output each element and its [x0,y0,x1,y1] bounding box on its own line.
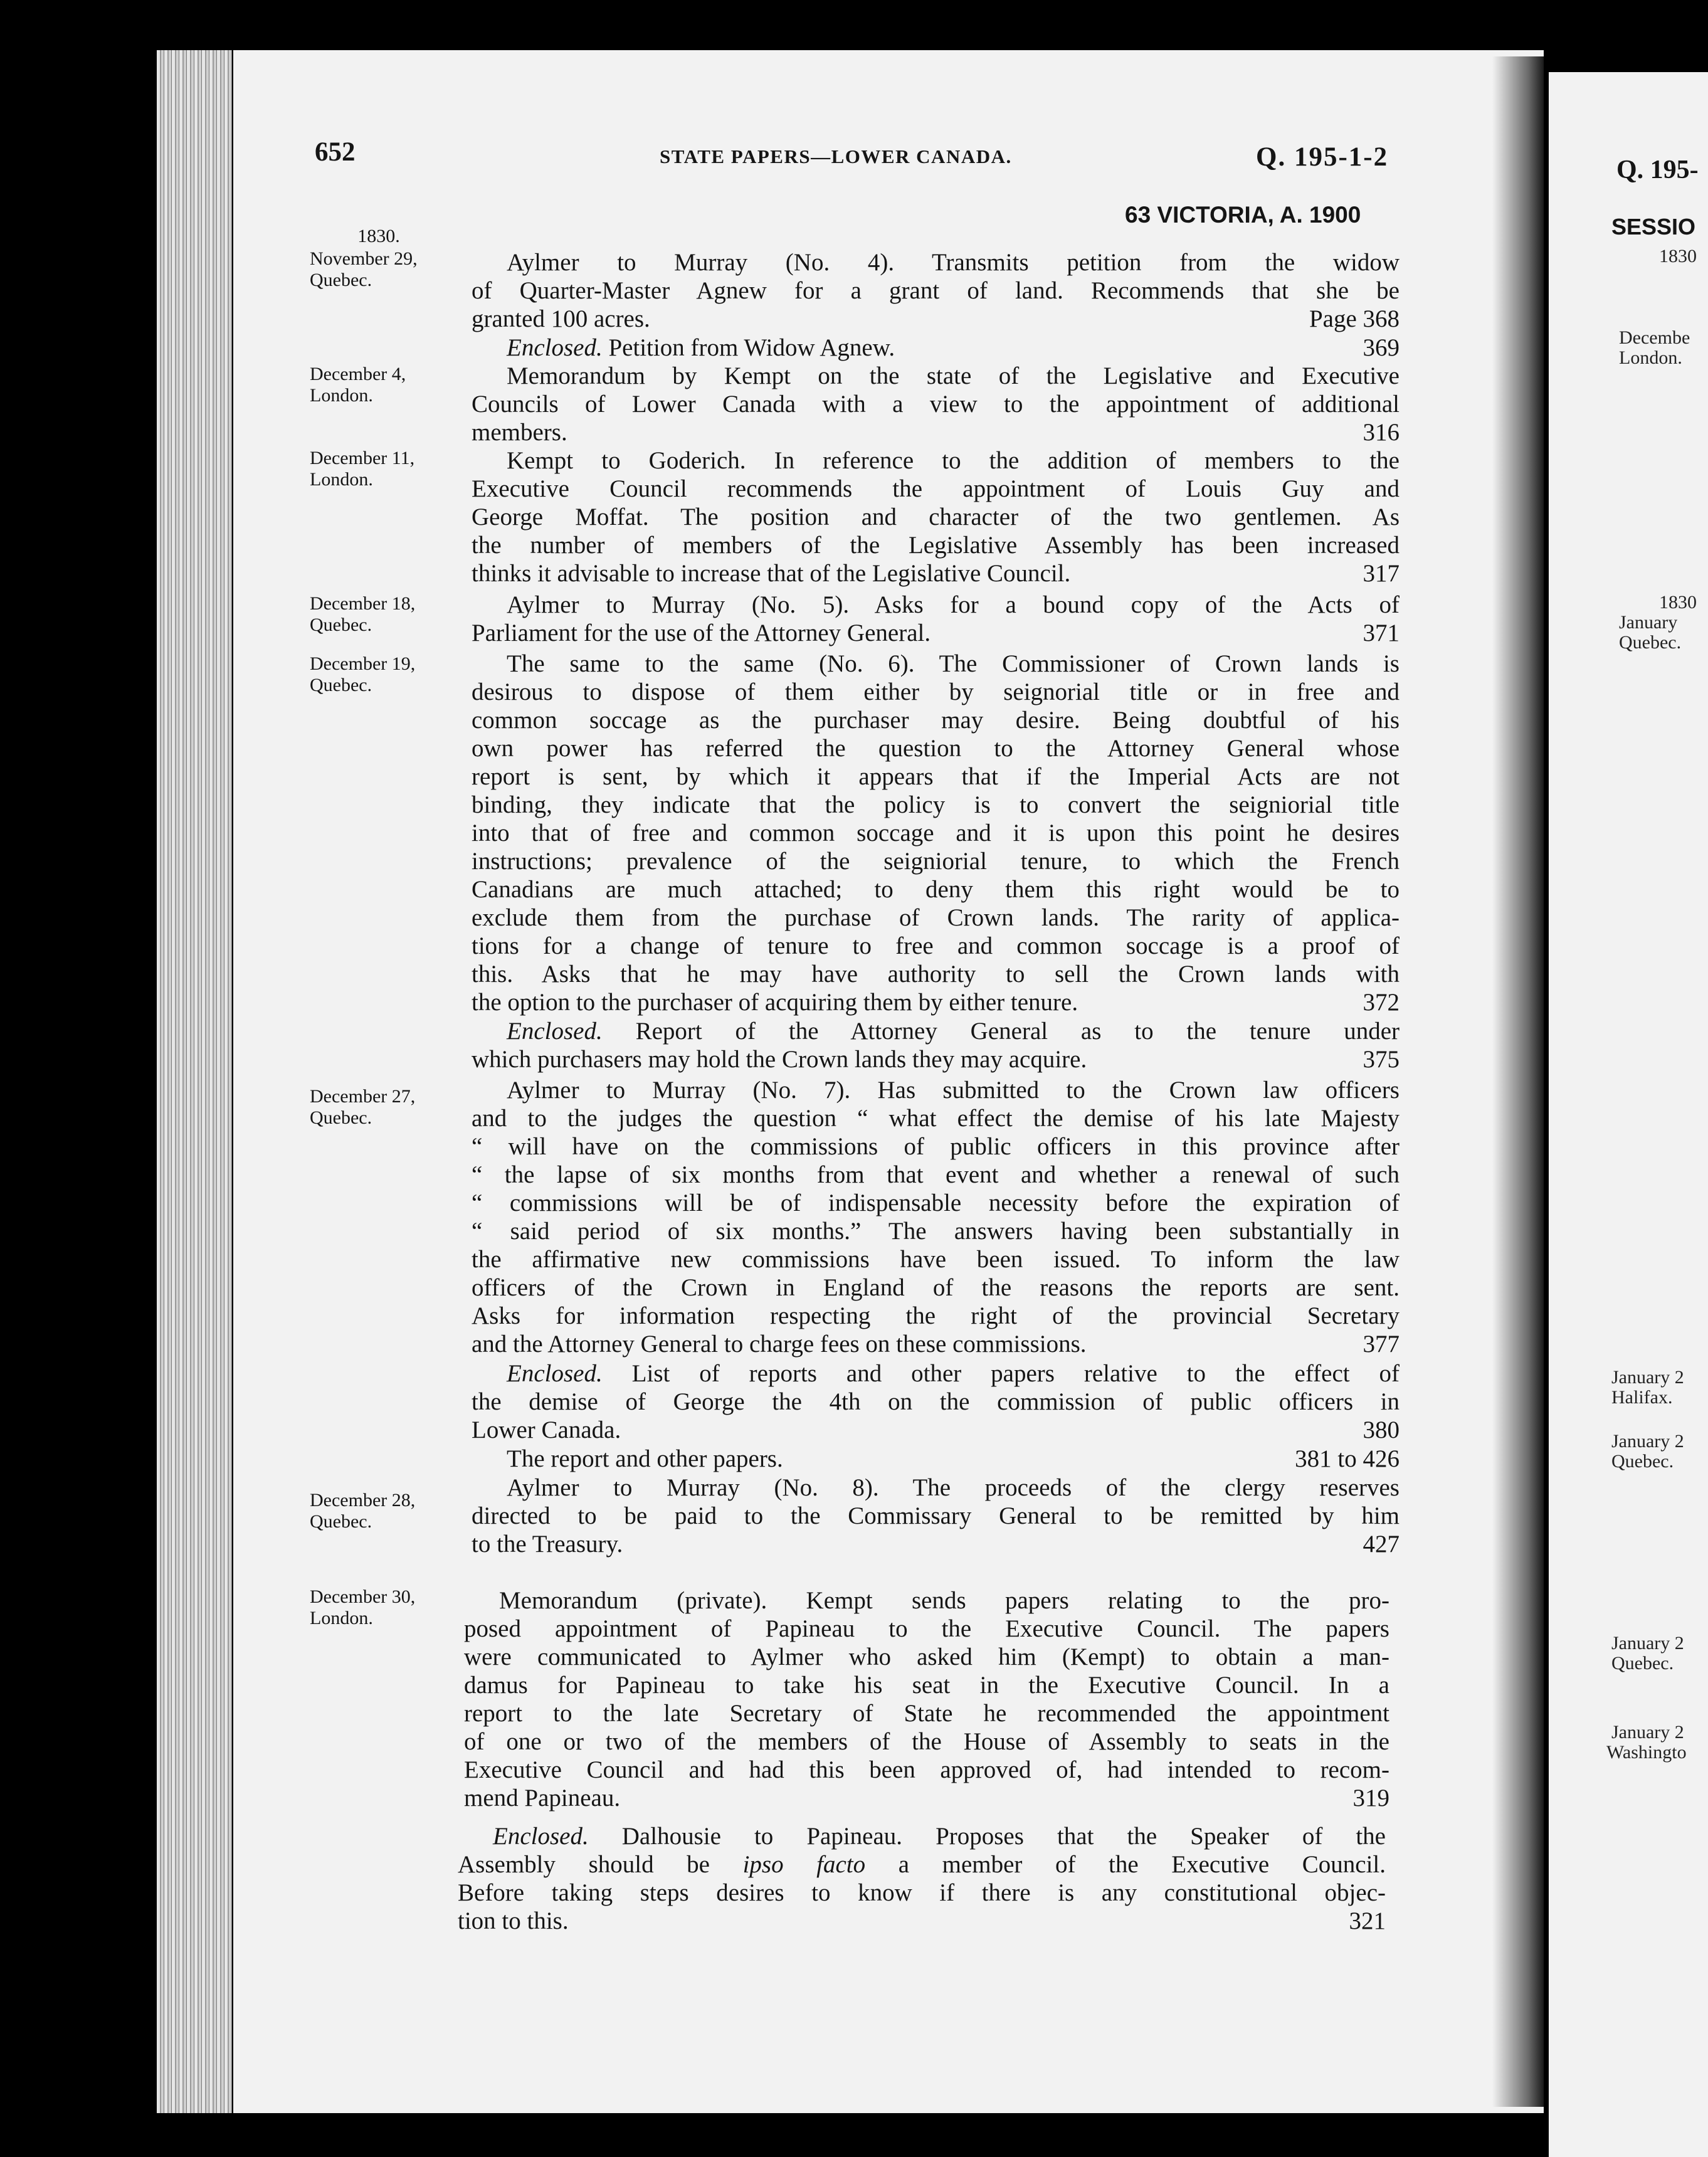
text-line-with-page [472,334,1400,362]
right-page-date: January [1619,612,1678,633]
entry-text [472,248,1400,333]
text-line: directed to be paid to the Commissary General to be remitted by him [472,1502,1400,1529]
right-page-year: 1830 [1659,592,1697,613]
page-ref: Page 368 [1309,305,1400,332]
book-gutter [1492,56,1544,2107]
text-line: Memorandum (private). Kempt sends papers relating to the pro- [499,1587,1389,1614]
text-line: of one or two of the members of the House of Assembly to seats in the [464,1728,1389,1755]
right-page-place: Washingto [1606,1742,1687,1763]
entry-date: December 11, [310,448,415,468]
text-line: damus for Papineau to take his seat in the Executive Council. In a [464,1672,1389,1699]
text-fragment: the option to the purchaser of acquiring them by either tenure. [472,989,1078,1016]
enclosure-text [472,334,1400,362]
text-line: the demise of George the 4th on the commission of public officers in [472,1388,1400,1415]
text-line-with-page [464,1784,1389,1812]
text-line: Aylmer to Murray (No. 7). Has submitted to the Crown law officers [507,1077,1400,1104]
entry-date-margin [310,248,467,291]
text-line: officers of the Crown in England of the reasons the reports are sent. [472,1274,1400,1301]
text-line-with-page [472,559,1400,588]
text-line: desirous to dispose of them either by seignorial title or in free and [472,678,1400,705]
entry-place: London. [310,469,373,490]
text-line: “ said period of six months.” The answers having been substantially in [472,1218,1400,1245]
right-page-place: Quebec. [1611,1653,1674,1674]
entry-place: London. [310,385,373,406]
enclosed-label: Enclosed. [507,1018,603,1045]
text-line-with-page [458,1907,1386,1935]
text-fragment: and the Attorney General to charge fees on these commissions. [472,1331,1087,1358]
text-line: Executive Council and had this been approved of, had intended to recom- [464,1756,1389,1783]
text-line: binding, they indicate that the policy is to convert the seigniorial title [472,791,1400,818]
entry-date-margin [310,364,467,406]
page-ref: 427 [1363,1531,1400,1558]
entry-text [472,1474,1400,1558]
text-line-with-page [472,1445,1400,1473]
text-line: were communicated to Aylmer who asked him (Kempt) to obtain a man- [464,1643,1389,1670]
enclosure-text [472,1017,1400,1073]
text-line: tions for a change of tenure to free and common soccage is a proof of [472,932,1400,959]
text-line: report to the late Secretary of State he recommended the appointment [464,1700,1389,1727]
entry-place: Quebec. [310,614,372,635]
text-fragment: tion to this. [458,1907,569,1934]
text-fragment: a member of the Executive Council. [898,1851,1386,1878]
text-line: Memorandum by Kempt on the state of the Legislative and Executive [507,362,1400,389]
text-line: “ the lapse of six months from that event and whether a renewal of such [472,1161,1400,1188]
page-ref: 317 [1363,560,1400,587]
text-line: and to the judges the question “ what effect the demise of his late Majesty [472,1105,1400,1132]
text-fragment: Lower Canada. [472,1416,621,1443]
text-line-with-page [472,1330,1400,1358]
text-fragment: granted 100 acres. [472,305,650,332]
text-line-with-page [472,619,1400,647]
text-line: Asks for information respecting the right of the provincial Secretary [472,1302,1400,1329]
text-line: own power has referred the question to the Attorney General whose [472,735,1400,762]
text-fragment: Parliament for the use of the Attorney General. [472,620,931,646]
entry-place: Quebec. [310,1511,372,1532]
text-fragment: mend Papineau. [464,1785,621,1812]
entry-date-margin [310,448,467,490]
entry-date: December 19, [310,653,416,674]
text-fragment: members. [472,419,567,446]
page-ref: 375 [1363,1046,1400,1073]
entry-text [472,1076,1400,1358]
entry-date: November 29, [310,248,418,269]
page-ref: 380 [1363,1416,1400,1443]
text-line: report is sent, by which it appears that if the Imperial Acts are not [472,763,1400,790]
entry-place: London. [310,1608,373,1628]
text-line: Executive Council recommends the appointment of Louis Guy and [472,475,1400,502]
enclosure-text [472,1445,1400,1473]
page-ref: 321 [1349,1907,1386,1934]
text-line: of Quarter-Master Agnew for a grant of land. Recommends that she be [472,277,1400,304]
entry-date-margin [310,1586,467,1629]
text-line-with-page [472,305,1400,333]
text-line: exclude them from the purchase of Crown lands. The rarity of applica- [472,904,1400,931]
text-line: Aylmer to Murray (No. 8). The proceeds of the clergy reserves [507,1474,1400,1501]
text-line: Councils of Lower Canada with a view to the appointment of additional [472,391,1400,418]
text-line: The same to the same (No. 6). The Commissioner of Crown lands is [507,650,1400,677]
text-fragment: which purchasers may hold the Crown lands they may acquire. [472,1046,1087,1073]
text-line-with-page [472,988,1400,1016]
text-line: Before taking steps desires to know if there is any constitutional objec- [458,1879,1386,1906]
text-line: this. Asks that he may have authority to sell the Crown lands with [472,961,1400,988]
text-line: posed appointment of Papineau to the Executive Council. The papers [464,1615,1389,1642]
entry-date: December 27, [310,1086,416,1107]
text-line: common soccage as the purchaser may desire. Being doubtful of his [472,707,1400,734]
year-heading: 1830. [357,226,400,246]
text-line-with-page [472,418,1400,446]
entry-place: Quebec. [310,675,372,695]
entry-date: December 18, [310,593,416,614]
text-fragment: Petition from Widow Agnew. [608,334,895,361]
text-line-with-page [472,1416,1400,1444]
text-line-with-page [472,1045,1400,1073]
entry-date: December 28, [310,1490,416,1511]
enclosure-text [472,1359,1400,1444]
session-label: 63 VICTORIA, A. 1900 [1125,202,1361,228]
entry-date-margin [310,593,467,636]
text-line: the affirmative new commissions have been issued. To inform the law [472,1246,1400,1273]
text-fragment: List of reports and other papers relative to the effect of [631,1360,1400,1387]
entry-place: Quebec. [310,1107,372,1128]
page-number: 652 [315,137,356,167]
text-fragment: Dalhousie to Papineau. Proposes that the Speaker of the [621,1823,1386,1850]
entry-place: Quebec. [310,270,372,290]
entry-date-margin [310,653,467,696]
enclosed-label: Enclosed. [507,334,603,361]
enclosure-text [458,1822,1386,1935]
text-line: Kempt to Goderich. In reference to the addition of members to the [507,447,1400,474]
page-ref: 319 [1352,1785,1389,1812]
text-line: Canadians are much attached; to deny them this right would be to [472,876,1400,903]
text-line: Aylmer to Murray (No. 4). Transmits petition from the widow [507,249,1400,276]
right-page-date: January 2 [1611,1722,1684,1743]
enclosed-label: Enclosed. [493,1823,589,1850]
right-page-session: SESSIO [1611,214,1696,240]
right-page-date: January 2 [1611,1633,1684,1653]
entry-text [464,1586,1389,1812]
page-ref: 377 [1363,1331,1400,1358]
right-page-fragment [1549,72,1708,2157]
entry-text [472,650,1400,1016]
page-ref: 371 [1363,620,1400,646]
page-ref: 372 [1363,989,1400,1016]
entry-text [472,446,1400,588]
right-page-place: Quebec. [1619,632,1682,653]
right-page-date: January 2 [1611,1431,1684,1452]
entry-text [472,591,1400,647]
enclosed-label: Enclosed. [507,1360,603,1387]
text-line: George Moffat. The position and character of the two gentlemen. As [472,504,1400,530]
italic-phrase: ipso facto [742,1851,866,1878]
page-ref: 381 to 426 [1295,1445,1400,1472]
text-line: instructions; prevalence of the seigniorial tenure, to which the French [472,848,1400,875]
entry-date: December 4, [310,364,406,384]
right-page-place: Quebec. [1611,1451,1674,1472]
text-line-with-page [472,1530,1400,1558]
entry-date: December 30, [310,1586,416,1607]
text-fragment: Assembly should be [458,1851,710,1878]
text-line: into that of free and common soccage and it is upon this point he desires [472,820,1400,846]
page-ref: 316 [1363,419,1400,446]
text-fragment: The report and other papers. [507,1445,783,1472]
right-page-date: Decembe [1619,327,1690,348]
entry-date-margin [310,1490,467,1532]
text-line: Aylmer to Murray (No. 5). Asks for a bound copy of the Acts of [507,591,1400,618]
running-title: STATE PAPERS—LOWER CANADA. [660,145,1012,167]
text-fragment: Report of the Attorney General as to the tenure under [635,1018,1400,1045]
right-page-place: London. [1619,347,1682,368]
text-line: the number of members of the Legislative Assembly has been increased [472,532,1400,559]
right-page-reference: Q. 195- [1616,156,1699,184]
text-line: “ will have on the commissions of public officers in this province after [472,1133,1400,1160]
right-page-year: 1830 [1659,246,1697,266]
page-ref: 369 [1363,334,1400,361]
book-page-edges [157,50,232,2113]
text-fragment: thinks it advisable to increase that of the Legislative Council. [472,560,1071,587]
entry-text [472,362,1400,446]
entry-date-margin [310,1086,467,1129]
volume-reference: Q. 195-1-2 [1256,142,1389,172]
right-page-date: January 2 [1611,1367,1684,1388]
text-line: “ commissions will be of indispensable necessity before the expiration of [472,1189,1400,1216]
right-page-place: Halifax. [1611,1387,1673,1408]
text-fragment: to the Treasury. [472,1531,623,1558]
